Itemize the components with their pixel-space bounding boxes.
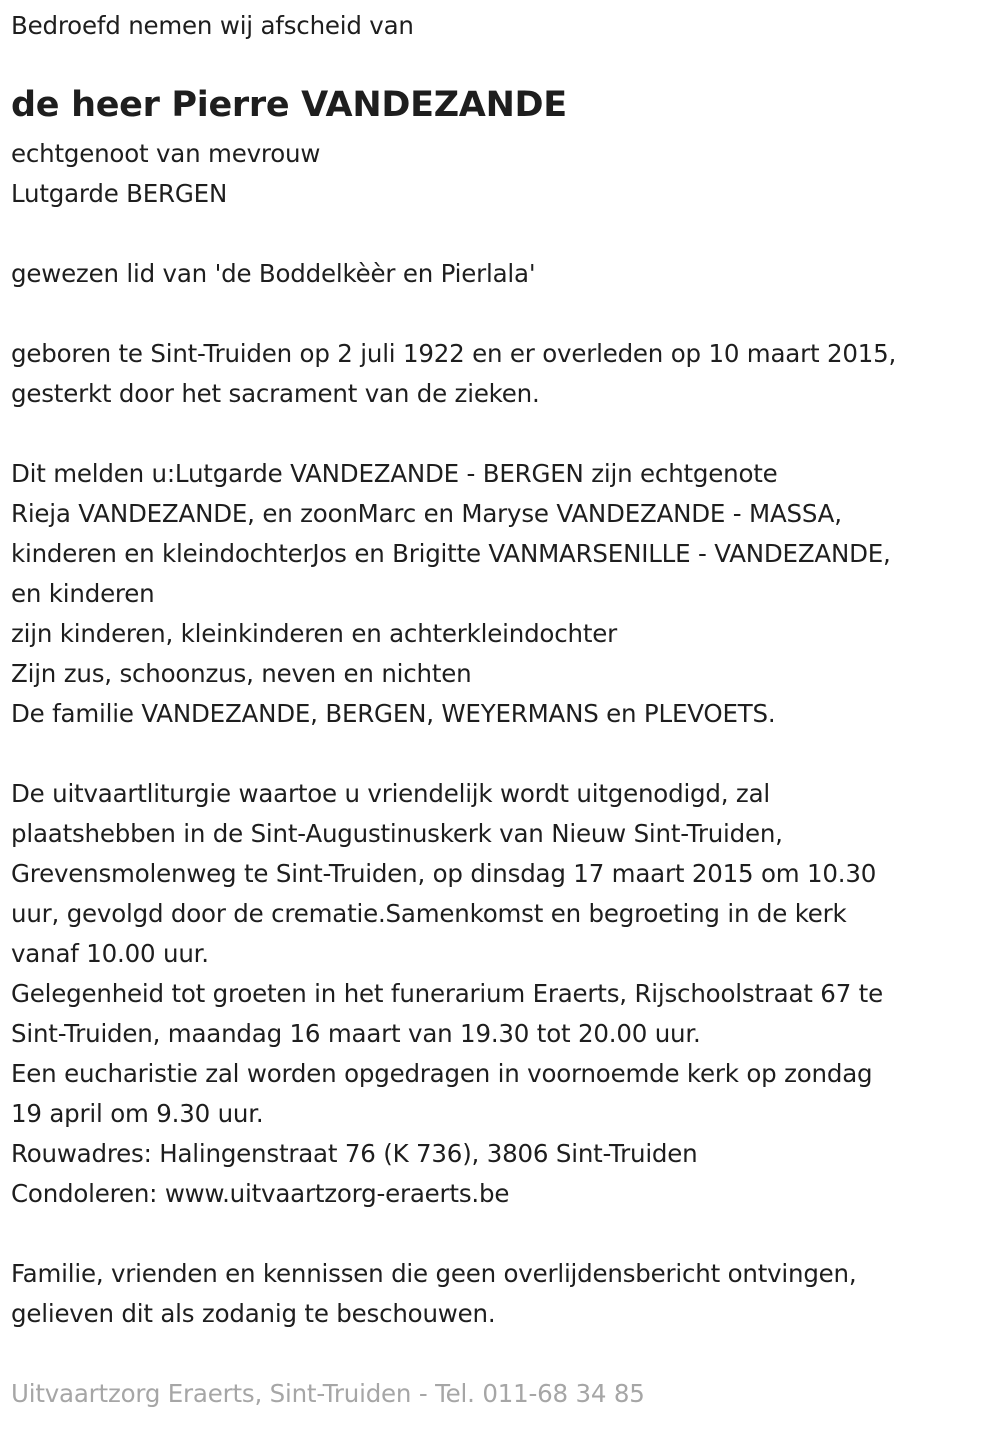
service-line: Sint-Truiden, maandag 16 maart van 19.30 tot 20.00 uur. — [11, 1019, 701, 1048]
spouse-line: echtgenoot van mevrouw — [11, 139, 321, 168]
footer-text: Uitvaartzorg Eraerts, Sint-Truiden - Tel. 011-68 34 85 — [11, 1379, 645, 1408]
condolence-line: Condoleren: www.uitvaartzorg-eraerts.be — [11, 1179, 510, 1208]
deceased-name: de heer Pierre VANDEZANDE — [11, 85, 567, 125]
address-line: Rouwadres: Halingenstraat 76 (K 736), 3806 Sint-Truiden — [11, 1139, 698, 1168]
intro-text: Bedroefd nemen wij afscheid van — [11, 11, 414, 40]
spouse-line: Lutgarde BERGEN — [11, 179, 228, 208]
closing-line: gelieven dit als zodanig te beschouwen. — [11, 1299, 496, 1328]
family-line: Zijn zus, schoonzus, neven en nichten — [11, 659, 472, 688]
service-line: Gelegenheid tot groeten in het funerarium Eraerts, Rijschoolstraat 67 te — [11, 979, 883, 1008]
family-line: De familie VANDEZANDE, BERGEN, WEYERMANS en PLEVOETS. — [11, 699, 776, 728]
family-line: kinderen en kleindochterJos en Brigitte VANMARSENILLE - VANDEZANDE, — [11, 539, 891, 568]
family-line: en kinderen — [11, 579, 155, 608]
service-line: vanaf 10.00 uur. — [11, 939, 209, 968]
service-line: uur, gevolgd door de crematie.Samenkomst en begroeting in de kerk — [11, 899, 847, 928]
family-line: Dit melden u:Lutgarde VANDEZANDE - BERGEN zijn echtgenote — [11, 459, 778, 488]
membership-text: gewezen lid van 'de Boddelkèèr en Pierlala' — [11, 259, 536, 288]
family-line: zijn kinderen, kleinkinderen en achterkleindochter — [11, 619, 617, 648]
service-line: Een eucharistie zal worden opgedragen in voornoemde kerk op zondag — [11, 1059, 873, 1088]
service-line: Grevensmolenweg te Sint-Truiden, op dinsdag 17 maart 2015 om 10.30 — [11, 859, 877, 888]
service-line: 19 april om 9.30 uur. — [11, 1099, 264, 1128]
service-line: De uitvaartliturgie waartoe u vriendelijk wordt uitgenodigd, zal — [11, 779, 771, 808]
service-line: plaatshebben in de Sint-Augustinuskerk van Nieuw Sint-Truiden, — [11, 819, 783, 848]
closing-line: Familie, vrienden en kennissen die geen overlijdensbericht ontvingen, — [11, 1259, 857, 1288]
birth-death-line: gesterkt door het sacrament van de zieken. — [11, 379, 540, 408]
family-line: Rieja VANDEZANDE, en zoonMarc en Maryse VANDEZANDE - MASSA, — [11, 499, 842, 528]
birth-death-line: geboren te Sint-Truiden op 2 juli 1922 en er overleden op 10 maart 2015, — [11, 339, 897, 368]
